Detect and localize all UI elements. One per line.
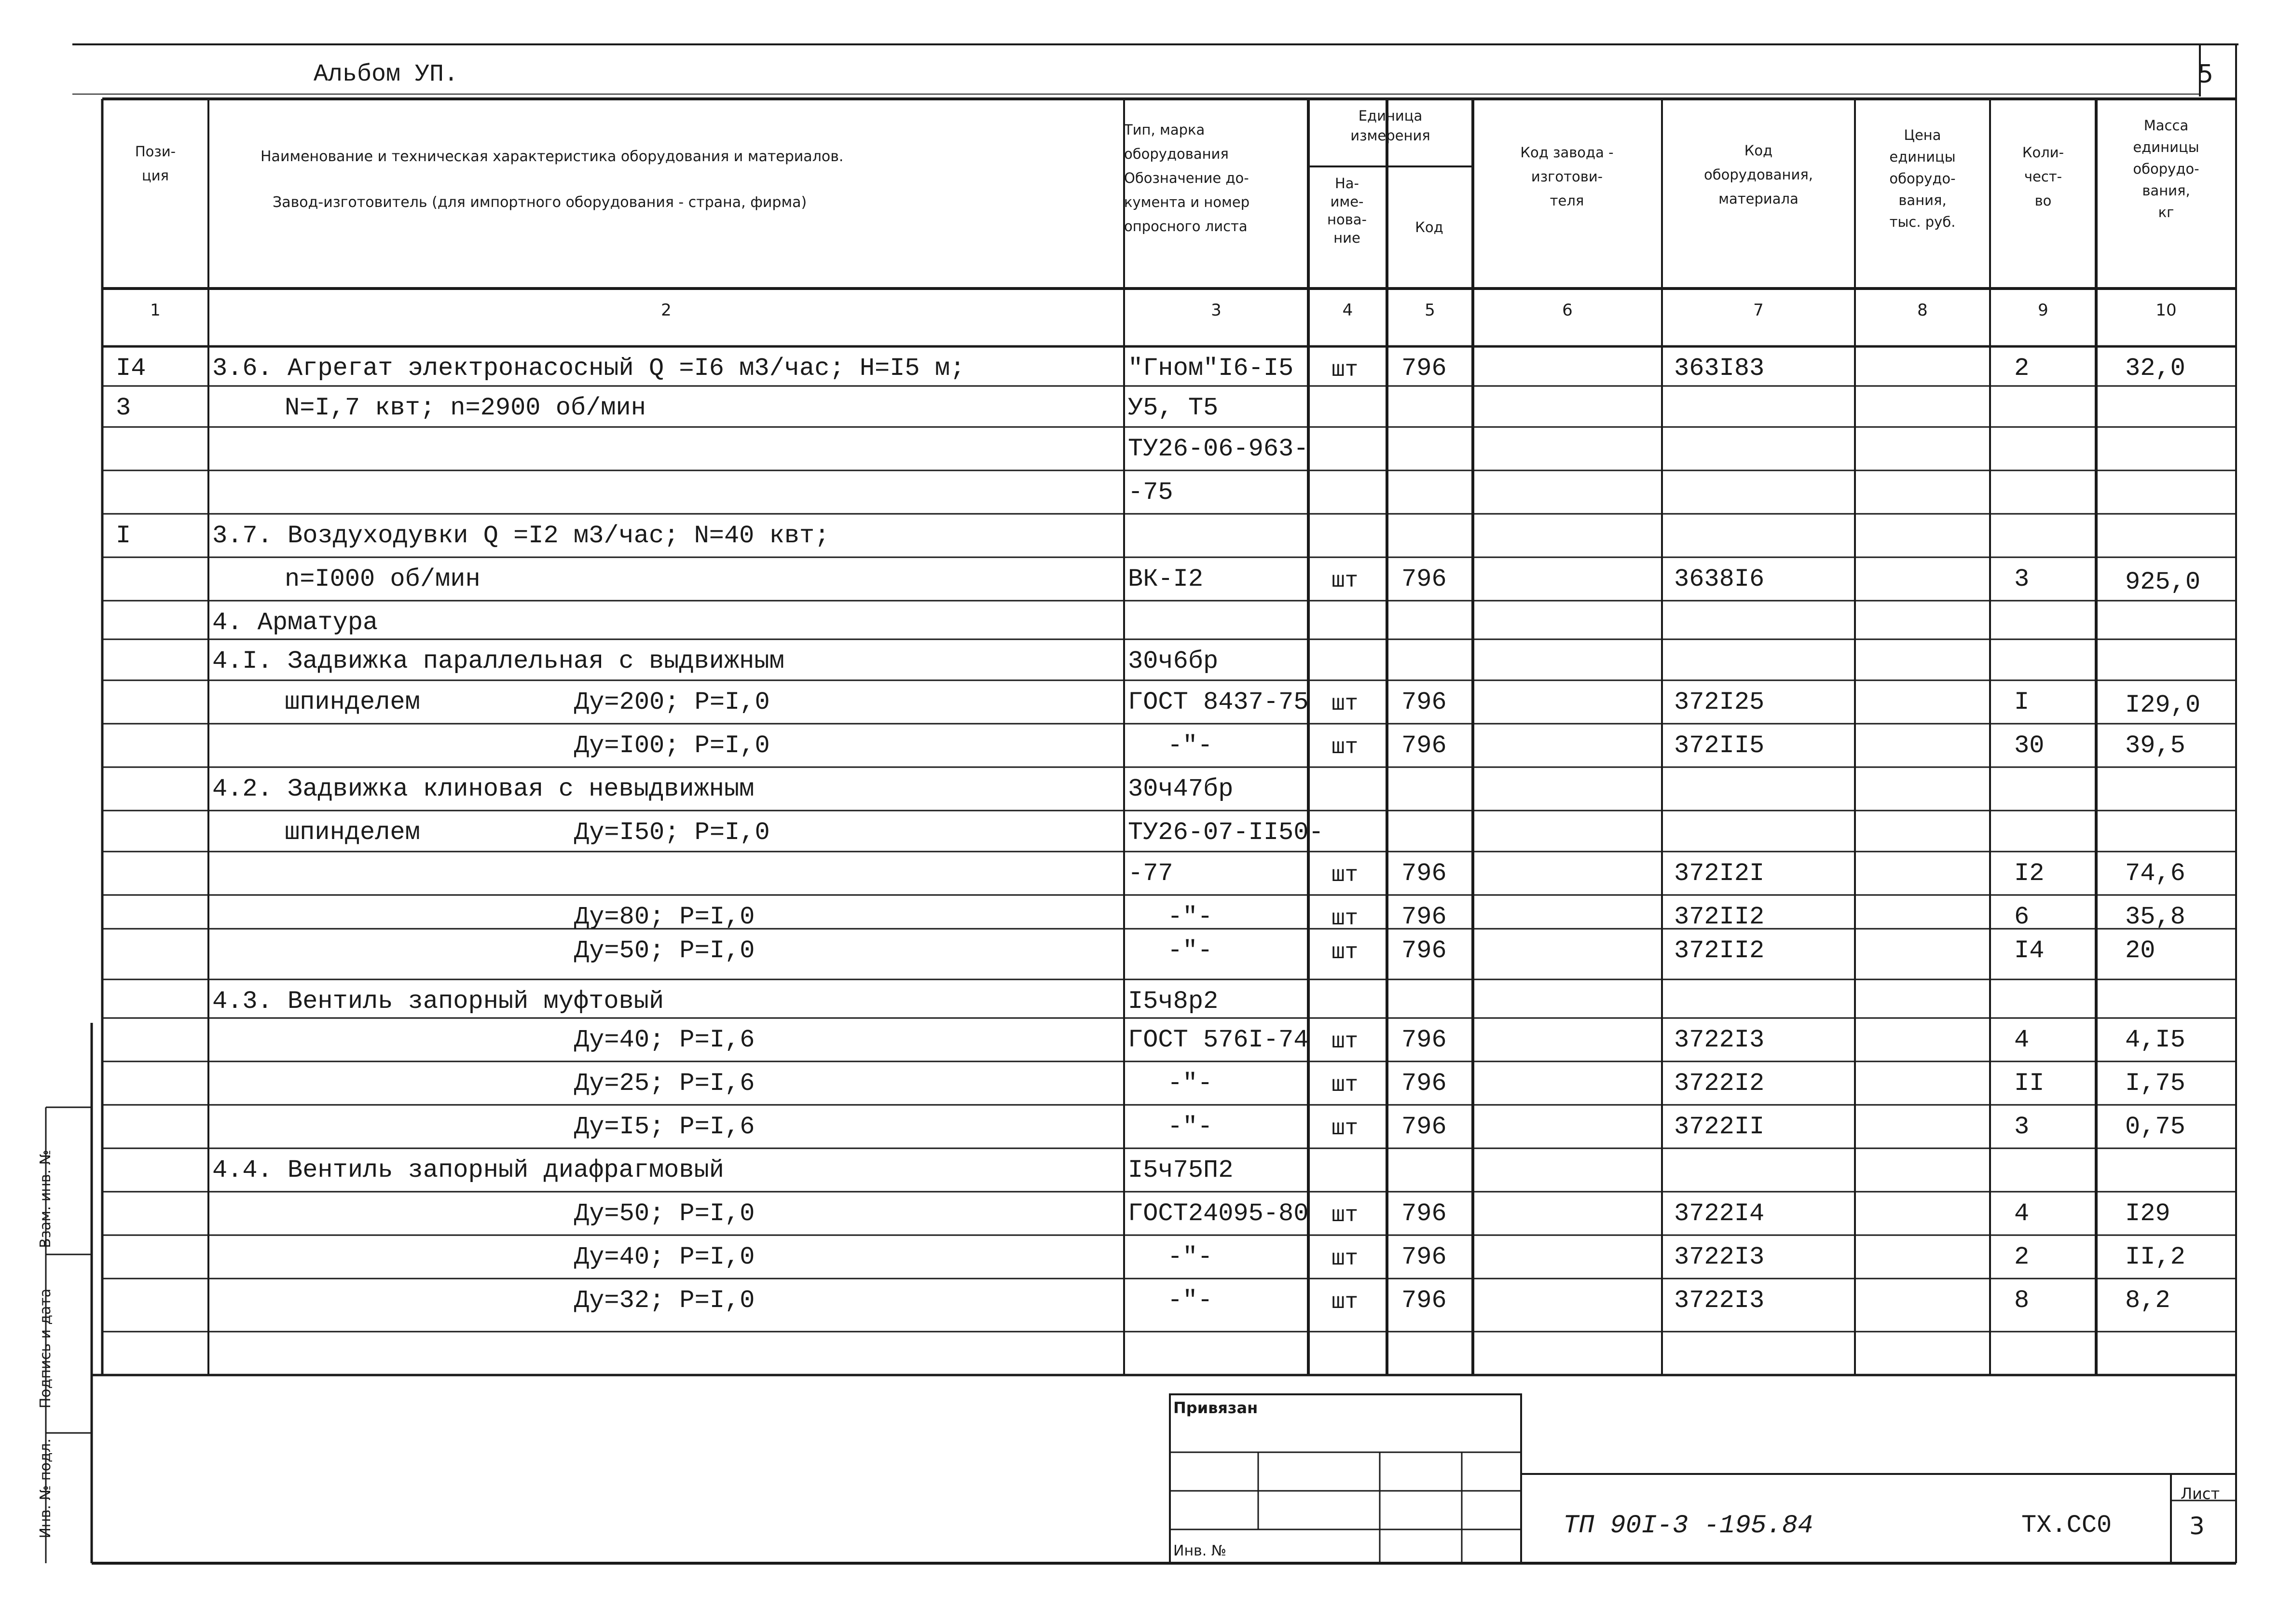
row-name: 4.3. Вентиль запорный муфтовый [212,987,664,1016]
row-unit: шт [1332,691,1359,716]
column-number-1: 1 [150,301,161,320]
row-unit: шт [1332,1073,1359,1098]
row-unit: шт [1332,735,1359,760]
row-position: 3 [116,394,131,422]
header-type: Тип, марка оборудования Обозначение до- кумента и номер опросного листа [1124,122,1250,234]
row-quantity: I [2014,688,2030,716]
row-equipment-code: 372I25 [1674,688,1765,716]
column-number-8: 8 [1917,301,1928,320]
row-type: -"- [1167,903,1213,931]
row-name-params: Ду=50; Р=I,0 [574,936,755,965]
row-mass: 4,I5 [2125,1026,2185,1054]
header-price: Цена единицы оборудо- вания, тыс. руб. [1889,127,1956,230]
row-mass: I29,0 [2125,691,2201,719]
row-equipment-code: 3722I3 [1674,1286,1765,1315]
header-unit-name: На- име- нова- ние [1327,175,1367,247]
row-mass: 32,0 [2125,354,2185,383]
column-number-10: 10 [2155,301,2177,320]
stamp-inventory-number: Инв. № [1173,1542,1227,1559]
row-name-params: Ду=25; Р=I,6 [574,1069,755,1098]
row-quantity: 30 [2014,731,2045,760]
row-equipment-code: 3722I3 [1674,1243,1765,1271]
row-unit-code: 796 [1401,688,1447,716]
row-name-params: Ду=50; Р=I,0 [574,1199,755,1228]
row-quantity: 2 [2014,1243,2030,1271]
row-mass: 0,75 [2125,1113,2185,1141]
row-unit-code: 796 [1401,903,1447,931]
row-unit: шт [1332,906,1359,931]
row-type: 30ч6бр [1128,647,1219,675]
row-quantity: 3 [2014,1113,2030,1141]
row-unit: шт [1332,358,1359,383]
column-number-6: 6 [1562,301,1573,320]
page-number: 5 [2197,60,2214,89]
row-name: шпинделем [285,818,420,847]
row-type: ВК-I2 [1128,565,1204,593]
row-mass: 74,6 [2125,859,2185,888]
row-unit-code: 796 [1401,731,1447,760]
album-title: Альбом УП. [314,61,459,88]
row-name-params: Ду=I50; Р=I,0 [574,818,770,847]
column-number-2: 2 [661,301,672,320]
row-quantity: 4 [2014,1026,2030,1054]
row-equipment-code: 363I83 [1674,354,1765,383]
row-unit: шт [1332,1203,1359,1228]
row-quantity: II [2014,1069,2045,1098]
row-name-params: Ду=32; Р=I,0 [574,1286,755,1315]
row-name: 4.4. Вентиль запорный диафрагмовый [212,1156,724,1184]
row-name: 3.6. Агрегат электронасосный Q =I6 м3/час; Н=I5 м; [212,354,965,383]
row-name-params: Ду=200; Р=I,0 [574,688,770,716]
row-equipment-code: 3638I6 [1674,565,1765,593]
row-name: 3.7. Воздуходувки Q =I2 м3/час; N=40 квт; [212,522,830,550]
row-name-params: Ду=I00; Р=I,0 [574,731,770,760]
row-equipment-code: 3722I4 [1674,1199,1765,1228]
row-quantity: 4 [2014,1199,2030,1228]
row-unit-code: 796 [1401,1026,1447,1054]
header-position: Пози- ция [135,143,176,184]
row-unit-code: 796 [1401,859,1447,888]
side-label-replacement-inventory: Взам. инв. № [37,1150,54,1248]
side-label-signature-date: Подпись и дата [37,1288,54,1409]
row-unit-code: 796 [1401,1286,1447,1315]
row-name-params: Ду=40; Р=I,6 [574,1026,755,1054]
row-position: I [116,522,131,550]
row-type: -"- [1167,1113,1213,1141]
row-unit-code: 796 [1401,1069,1447,1098]
column-number-3: 3 [1211,301,1222,320]
row-unit-code: 796 [1401,565,1447,593]
row-type: -"- [1167,731,1213,760]
row-type: "Гном"I6-I5 [1128,354,1294,383]
row-type: -75 [1128,478,1173,507]
column-number-5: 5 [1425,301,1435,320]
row-type: ГОСТ24095-80 [1128,1199,1309,1228]
header-quantity: Коли- чест- во [2022,144,2064,209]
row-unit: шт [1332,863,1359,888]
row-name: 4.2. Задвижка клиновая с невыдвижным [212,775,755,803]
side-label-original-inventory: Инв. № подл. [37,1438,54,1539]
column-number-4: 4 [1342,301,1353,320]
row-mass: I29 [2125,1199,2170,1228]
row-unit-code: 796 [1401,1113,1447,1141]
row-type: -"- [1167,1286,1213,1315]
row-unit-code: 796 [1401,1199,1447,1228]
row-equipment-code: 372II2 [1674,936,1765,965]
sheet-label: Лист [2181,1485,2220,1503]
row-unit: шт [1332,1246,1359,1271]
column-number-7: 7 [1753,301,1764,320]
row-unit: шт [1332,568,1359,593]
row-quantity: I4 [2014,936,2045,965]
header-factory: Код завода - изготови- теля [1520,144,1614,209]
column-number-9: 9 [2038,301,2048,320]
row-mass: 35,8 [2125,903,2185,931]
row-name-params: Ду=80; Р=I,0 [574,903,755,931]
row-equipment-code: 3722I2 [1674,1069,1765,1098]
row-quantity: 8 [2014,1286,2030,1315]
sheet-number: 3 [2189,1512,2205,1540]
row-mass: 925,0 [2125,568,2201,596]
row-name: 4. Арматура [212,608,378,637]
row-equipment-code: 372I2I [1674,859,1765,888]
stamp-box [1170,1394,1521,1563]
row-type: 30ч47бр [1128,775,1234,803]
row-type: ГОСТ 8437-75 [1128,688,1309,716]
section-code: ТХ.СС0 [2021,1511,2112,1540]
row-mass: 39,5 [2125,731,2185,760]
row-unit: шт [1332,940,1359,965]
row-unit: шт [1332,1116,1359,1141]
row-equipment-code: 3722II [1674,1113,1765,1141]
row-quantity: 6 [2014,903,2030,931]
row-mass: II,2 [2125,1243,2185,1271]
row-type: -"- [1167,1243,1213,1271]
row-type: ТУ26-07-II50- [1128,818,1324,847]
row-type: I5ч8р2 [1128,987,1219,1016]
row-unit-code: 796 [1401,354,1447,383]
row-name-params: Ду=I5; Р=I,6 [574,1113,755,1141]
header-equip-code: Код оборудования, материала [1703,142,1813,207]
row-equipment-code: 372II5 [1674,731,1765,760]
row-unit-code: 796 [1401,936,1447,965]
row-mass: 8,2 [2125,1286,2170,1315]
row-mass: 20 [2125,936,2155,965]
row-name: шпинделем [285,688,420,716]
row-type: I5ч75П2 [1128,1156,1234,1184]
row-type: -77 [1128,859,1173,888]
row-unit: шт [1332,1290,1359,1315]
header-unit-group: Единица измерения [1350,108,1430,144]
header-unit-code: Код [1415,219,1443,235]
row-quantity: I2 [2014,859,2045,888]
row-type: У5, Т5 [1128,394,1219,422]
document-code: ТП 90I-3 -195.84 [1563,1511,1813,1541]
row-name: 4.I. Задвижка параллельная с выдвижным [212,647,784,675]
row-position: I4 [116,354,146,383]
row-name: n=I000 об/мин [285,565,481,593]
stamp-privyazan: Привязан [1173,1399,1258,1417]
row-name-params: Ду=40; Р=I,0 [574,1243,755,1271]
row-unit: шт [1332,1029,1359,1054]
row-quantity: 3 [2014,565,2030,593]
row-type: ГОСТ 576I-74 [1128,1026,1309,1054]
header-name-line2: Завод-изготовитель (для импортного оборудования - страна, фирма) [273,194,807,211]
row-type: -"- [1167,1069,1213,1098]
row-type: -"- [1167,936,1213,965]
row-equipment-code: 3722I3 [1674,1026,1765,1054]
header-mass: Масса единицы оборудо- вания, кг [2133,117,2199,220]
row-unit-code: 796 [1401,1243,1447,1271]
row-mass: I,75 [2125,1069,2185,1098]
row-equipment-code: 372II2 [1674,903,1765,931]
header-name-line1: Наименование и техническая характеристика оборудования и материалов. [261,148,844,165]
row-quantity: 2 [2014,354,2030,383]
row-name: N=I,7 квт; n=2900 об/мин [285,394,646,422]
row-type: ТУ26-06-963- [1128,435,1309,463]
